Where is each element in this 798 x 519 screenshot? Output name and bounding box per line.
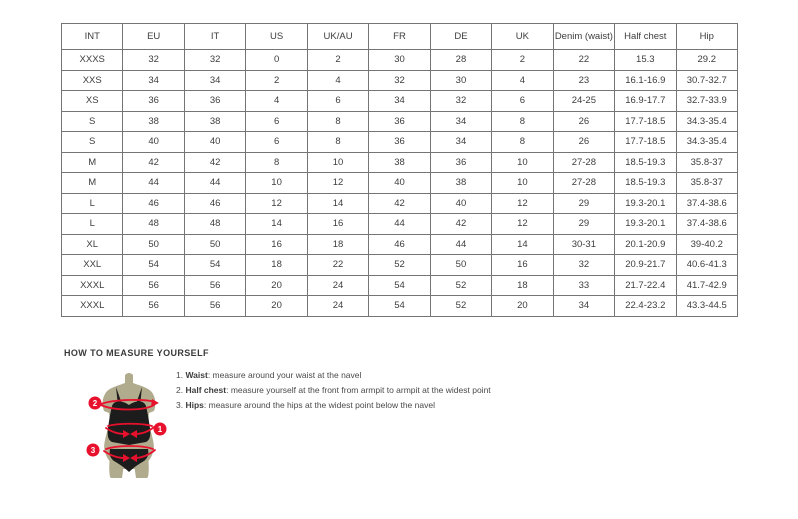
size-cell: 21.7-22.4 (615, 275, 676, 296)
size-cell: 6 (246, 132, 307, 153)
size-row-xxxl-12 (62, 296, 738, 317)
size-cell: 32 (553, 255, 614, 276)
size-row-l-7 (62, 193, 738, 214)
svg-text:1: 1 (157, 425, 163, 434)
size-cell: 27-28 (553, 152, 614, 173)
size-cell: 26 (553, 111, 614, 132)
size-cell: 46 (123, 193, 184, 214)
column-header-denim-waist-: Denim (waist) (553, 24, 614, 50)
size-cell: 14 (246, 214, 307, 235)
size-cell: 43.3-44.5 (676, 296, 737, 317)
size-cell: L (62, 193, 123, 214)
size-cell: 24 (307, 275, 368, 296)
size-cell: XXXL (62, 296, 123, 317)
size-cell: 24-25 (553, 91, 614, 112)
size-cell: 20 (492, 296, 553, 317)
size-cell: 34.3-35.4 (676, 132, 737, 153)
size-cell: 46 (184, 193, 245, 214)
size-cell: XL (62, 234, 123, 255)
size-cell: XXS (62, 70, 123, 91)
size-cell: 34 (430, 111, 491, 132)
size-cell: 29 (553, 193, 614, 214)
measure-step-waist (176, 371, 506, 380)
size-chart-table (61, 23, 738, 317)
size-cell: 6 (307, 91, 368, 112)
size-cell: 40.6-41.3 (676, 255, 737, 276)
size-cell: 16 (307, 214, 368, 235)
size-cell: 52 (369, 255, 430, 276)
size-cell: 42 (430, 214, 491, 235)
column-header-fr: FR (369, 24, 430, 50)
size-cell: 24 (307, 296, 368, 317)
marker-badge-hips (87, 444, 100, 457)
size-cell: XXL (62, 255, 123, 276)
size-row-xxl-10 (62, 255, 738, 276)
measure-step-half-chest (176, 386, 506, 395)
size-cell: 30.7-32.7 (676, 70, 737, 91)
size-row-xl-9 (62, 234, 738, 255)
size-cell: 36 (369, 111, 430, 132)
size-cell: 18 (492, 275, 553, 296)
size-cell: 40 (430, 193, 491, 214)
size-cell: 20 (246, 275, 307, 296)
size-cell: 10 (246, 173, 307, 194)
step-number: 1. (176, 370, 184, 380)
column-header-eu: EU (123, 24, 184, 50)
size-cell: 40 (369, 173, 430, 194)
size-cell: 50 (123, 234, 184, 255)
size-cell: 8 (492, 111, 553, 132)
step-term: Half chest (185, 385, 227, 395)
size-cell: 54 (184, 255, 245, 276)
size-cell: 8 (246, 152, 307, 173)
size-cell: 34 (184, 70, 245, 91)
size-row-xxxs-0 (62, 50, 738, 71)
size-cell: 16 (492, 255, 553, 276)
size-cell: 26 (553, 132, 614, 153)
size-cell: 54 (369, 275, 430, 296)
size-cell: 38 (123, 111, 184, 132)
size-cell: 56 (123, 275, 184, 296)
size-cell: 2 (307, 50, 368, 71)
step-text: : measure yourself at the front from armpit to armpit at the widest point (226, 385, 491, 395)
size-cell: 29.2 (676, 50, 737, 71)
size-cell: 44 (123, 173, 184, 194)
size-cell: 32 (123, 50, 184, 71)
size-cell: 34 (553, 296, 614, 317)
size-cell: 19.3-20.1 (615, 214, 676, 235)
size-cell: 14 (307, 193, 368, 214)
size-cell: 50 (430, 255, 491, 276)
size-cell: 52 (430, 275, 491, 296)
measurement-figure-illustration (84, 372, 174, 482)
size-row-xxxl-11 (62, 275, 738, 296)
size-cell: 18.5-19.3 (615, 173, 676, 194)
size-cell: 28 (430, 50, 491, 71)
size-cell: 14 (492, 234, 553, 255)
size-cell: 6 (246, 111, 307, 132)
size-cell: 41.7-42.9 (676, 275, 737, 296)
size-cell: 32.7-33.9 (676, 91, 737, 112)
size-cell: 42 (184, 152, 245, 173)
size-cell: 22.4-23.2 (615, 296, 676, 317)
size-cell: 56 (184, 275, 245, 296)
size-cell: 8 (307, 111, 368, 132)
size-cell: 35.8-37 (676, 152, 737, 173)
size-cell: 39-40.2 (676, 234, 737, 255)
size-cell: 8 (492, 132, 553, 153)
step-term: Hips (185, 400, 204, 410)
size-cell: 36 (123, 91, 184, 112)
size-cell: M (62, 152, 123, 173)
size-cell: 37.4-38.6 (676, 214, 737, 235)
size-cell: 23 (553, 70, 614, 91)
size-cell: 22 (307, 255, 368, 276)
size-cell: 27-28 (553, 173, 614, 194)
column-header-half-chest: Half chest (615, 24, 676, 50)
step-text: : measure around your waist at the navel (207, 370, 362, 380)
size-cell: 30 (369, 50, 430, 71)
size-cell: 34.3-35.4 (676, 111, 737, 132)
size-cell: 48 (123, 214, 184, 235)
column-header-de: DE (430, 24, 491, 50)
column-header-uk: UK (492, 24, 553, 50)
size-cell: 8 (307, 132, 368, 153)
size-cell: 37.4-38.6 (676, 193, 737, 214)
size-cell: 32 (430, 91, 491, 112)
size-cell: 44 (369, 214, 430, 235)
size-cell: 16 (246, 234, 307, 255)
size-cell: 16.9-17.7 (615, 91, 676, 112)
size-row-m-5 (62, 152, 738, 173)
size-cell: 38 (430, 173, 491, 194)
size-cell: 38 (184, 111, 245, 132)
size-cell: 54 (123, 255, 184, 276)
step-number: 3. (176, 400, 184, 410)
size-cell: 36 (430, 152, 491, 173)
size-chart-header (62, 24, 738, 50)
size-cell: 18.5-19.3 (615, 152, 676, 173)
size-cell: 4 (307, 70, 368, 91)
size-cell: 56 (184, 296, 245, 317)
size-cell: 18 (307, 234, 368, 255)
size-cell: 30 (430, 70, 491, 91)
size-cell: 4 (246, 91, 307, 112)
size-cell: 17.7-18.5 (615, 111, 676, 132)
size-cell: 22 (553, 50, 614, 71)
size-cell: 2 (246, 70, 307, 91)
size-cell: 35.8-37 (676, 173, 737, 194)
measure-steps-list (176, 371, 506, 416)
size-cell: 29 (553, 214, 614, 235)
size-cell: S (62, 111, 123, 132)
size-cell: 34 (123, 70, 184, 91)
size-cell: 6 (492, 91, 553, 112)
size-row-s-3 (62, 111, 738, 132)
size-cell: 0 (246, 50, 307, 71)
column-header-int: INT (62, 24, 123, 50)
size-cell: 36 (184, 91, 245, 112)
measure-guide-title: HOW TO MEASURE YOURSELF (64, 348, 209, 358)
size-cell: 42 (123, 152, 184, 173)
size-cell: 56 (123, 296, 184, 317)
svg-text:3: 3 (90, 446, 96, 455)
column-header-it: IT (184, 24, 245, 50)
size-cell: 42 (369, 193, 430, 214)
size-cell: 12 (492, 193, 553, 214)
size-cell: 18 (246, 255, 307, 276)
column-header-uk-au: UK/AU (307, 24, 368, 50)
size-cell: 52 (430, 296, 491, 317)
size-cell: 33 (553, 275, 614, 296)
step-text: : measure around the hips at the widest point below the navel (203, 400, 435, 410)
size-cell: XXXS (62, 50, 123, 71)
size-cell: 38 (369, 152, 430, 173)
size-cell: 44 (184, 173, 245, 194)
size-cell: 10 (307, 152, 368, 173)
size-cell: 44 (430, 234, 491, 255)
size-cell: 34 (430, 132, 491, 153)
measure-step-hips (176, 401, 506, 410)
size-row-m-6 (62, 173, 738, 194)
size-row-xs-2 (62, 91, 738, 112)
step-number: 2. (176, 385, 184, 395)
size-cell: 16.1-16.9 (615, 70, 676, 91)
size-row-l-8 (62, 214, 738, 235)
size-cell: S (62, 132, 123, 153)
marker-badge-chest (89, 397, 102, 410)
column-header-hip: Hip (676, 24, 737, 50)
marker-badge-waist (154, 423, 167, 436)
size-cell: 12 (492, 214, 553, 235)
size-cell: M (62, 173, 123, 194)
size-chart-header-row (62, 24, 738, 50)
svg-text:2: 2 (92, 399, 98, 408)
size-cell: 12 (307, 173, 368, 194)
size-cell: 46 (369, 234, 430, 255)
size-cell: 12 (246, 193, 307, 214)
size-cell: 20.9-21.7 (615, 255, 676, 276)
size-cell: 30-31 (553, 234, 614, 255)
size-cell: 4 (492, 70, 553, 91)
size-cell: L (62, 214, 123, 235)
size-cell: 34 (369, 91, 430, 112)
size-cell: 20.1-20.9 (615, 234, 676, 255)
step-term: Waist (185, 370, 208, 380)
size-row-xxs-1 (62, 70, 738, 91)
size-cell: 17.7-18.5 (615, 132, 676, 153)
column-header-us: US (246, 24, 307, 50)
size-cell: 50 (184, 234, 245, 255)
size-cell: XXXL (62, 275, 123, 296)
size-cell: 32 (184, 50, 245, 71)
size-cell: 10 (492, 152, 553, 173)
size-cell: 54 (369, 296, 430, 317)
size-cell: 2 (492, 50, 553, 71)
size-cell: 40 (123, 132, 184, 153)
size-chart-body (62, 50, 738, 317)
size-cell: 20 (246, 296, 307, 317)
size-cell: 48 (184, 214, 245, 235)
size-cell: 15.3 (615, 50, 676, 71)
size-cell: 32 (369, 70, 430, 91)
measurement-figure (84, 372, 174, 482)
size-cell: 40 (184, 132, 245, 153)
size-row-s-4 (62, 132, 738, 153)
size-cell: 10 (492, 173, 553, 194)
size-cell: XS (62, 91, 123, 112)
size-cell: 36 (369, 132, 430, 153)
size-cell: 19.3-20.1 (615, 193, 676, 214)
